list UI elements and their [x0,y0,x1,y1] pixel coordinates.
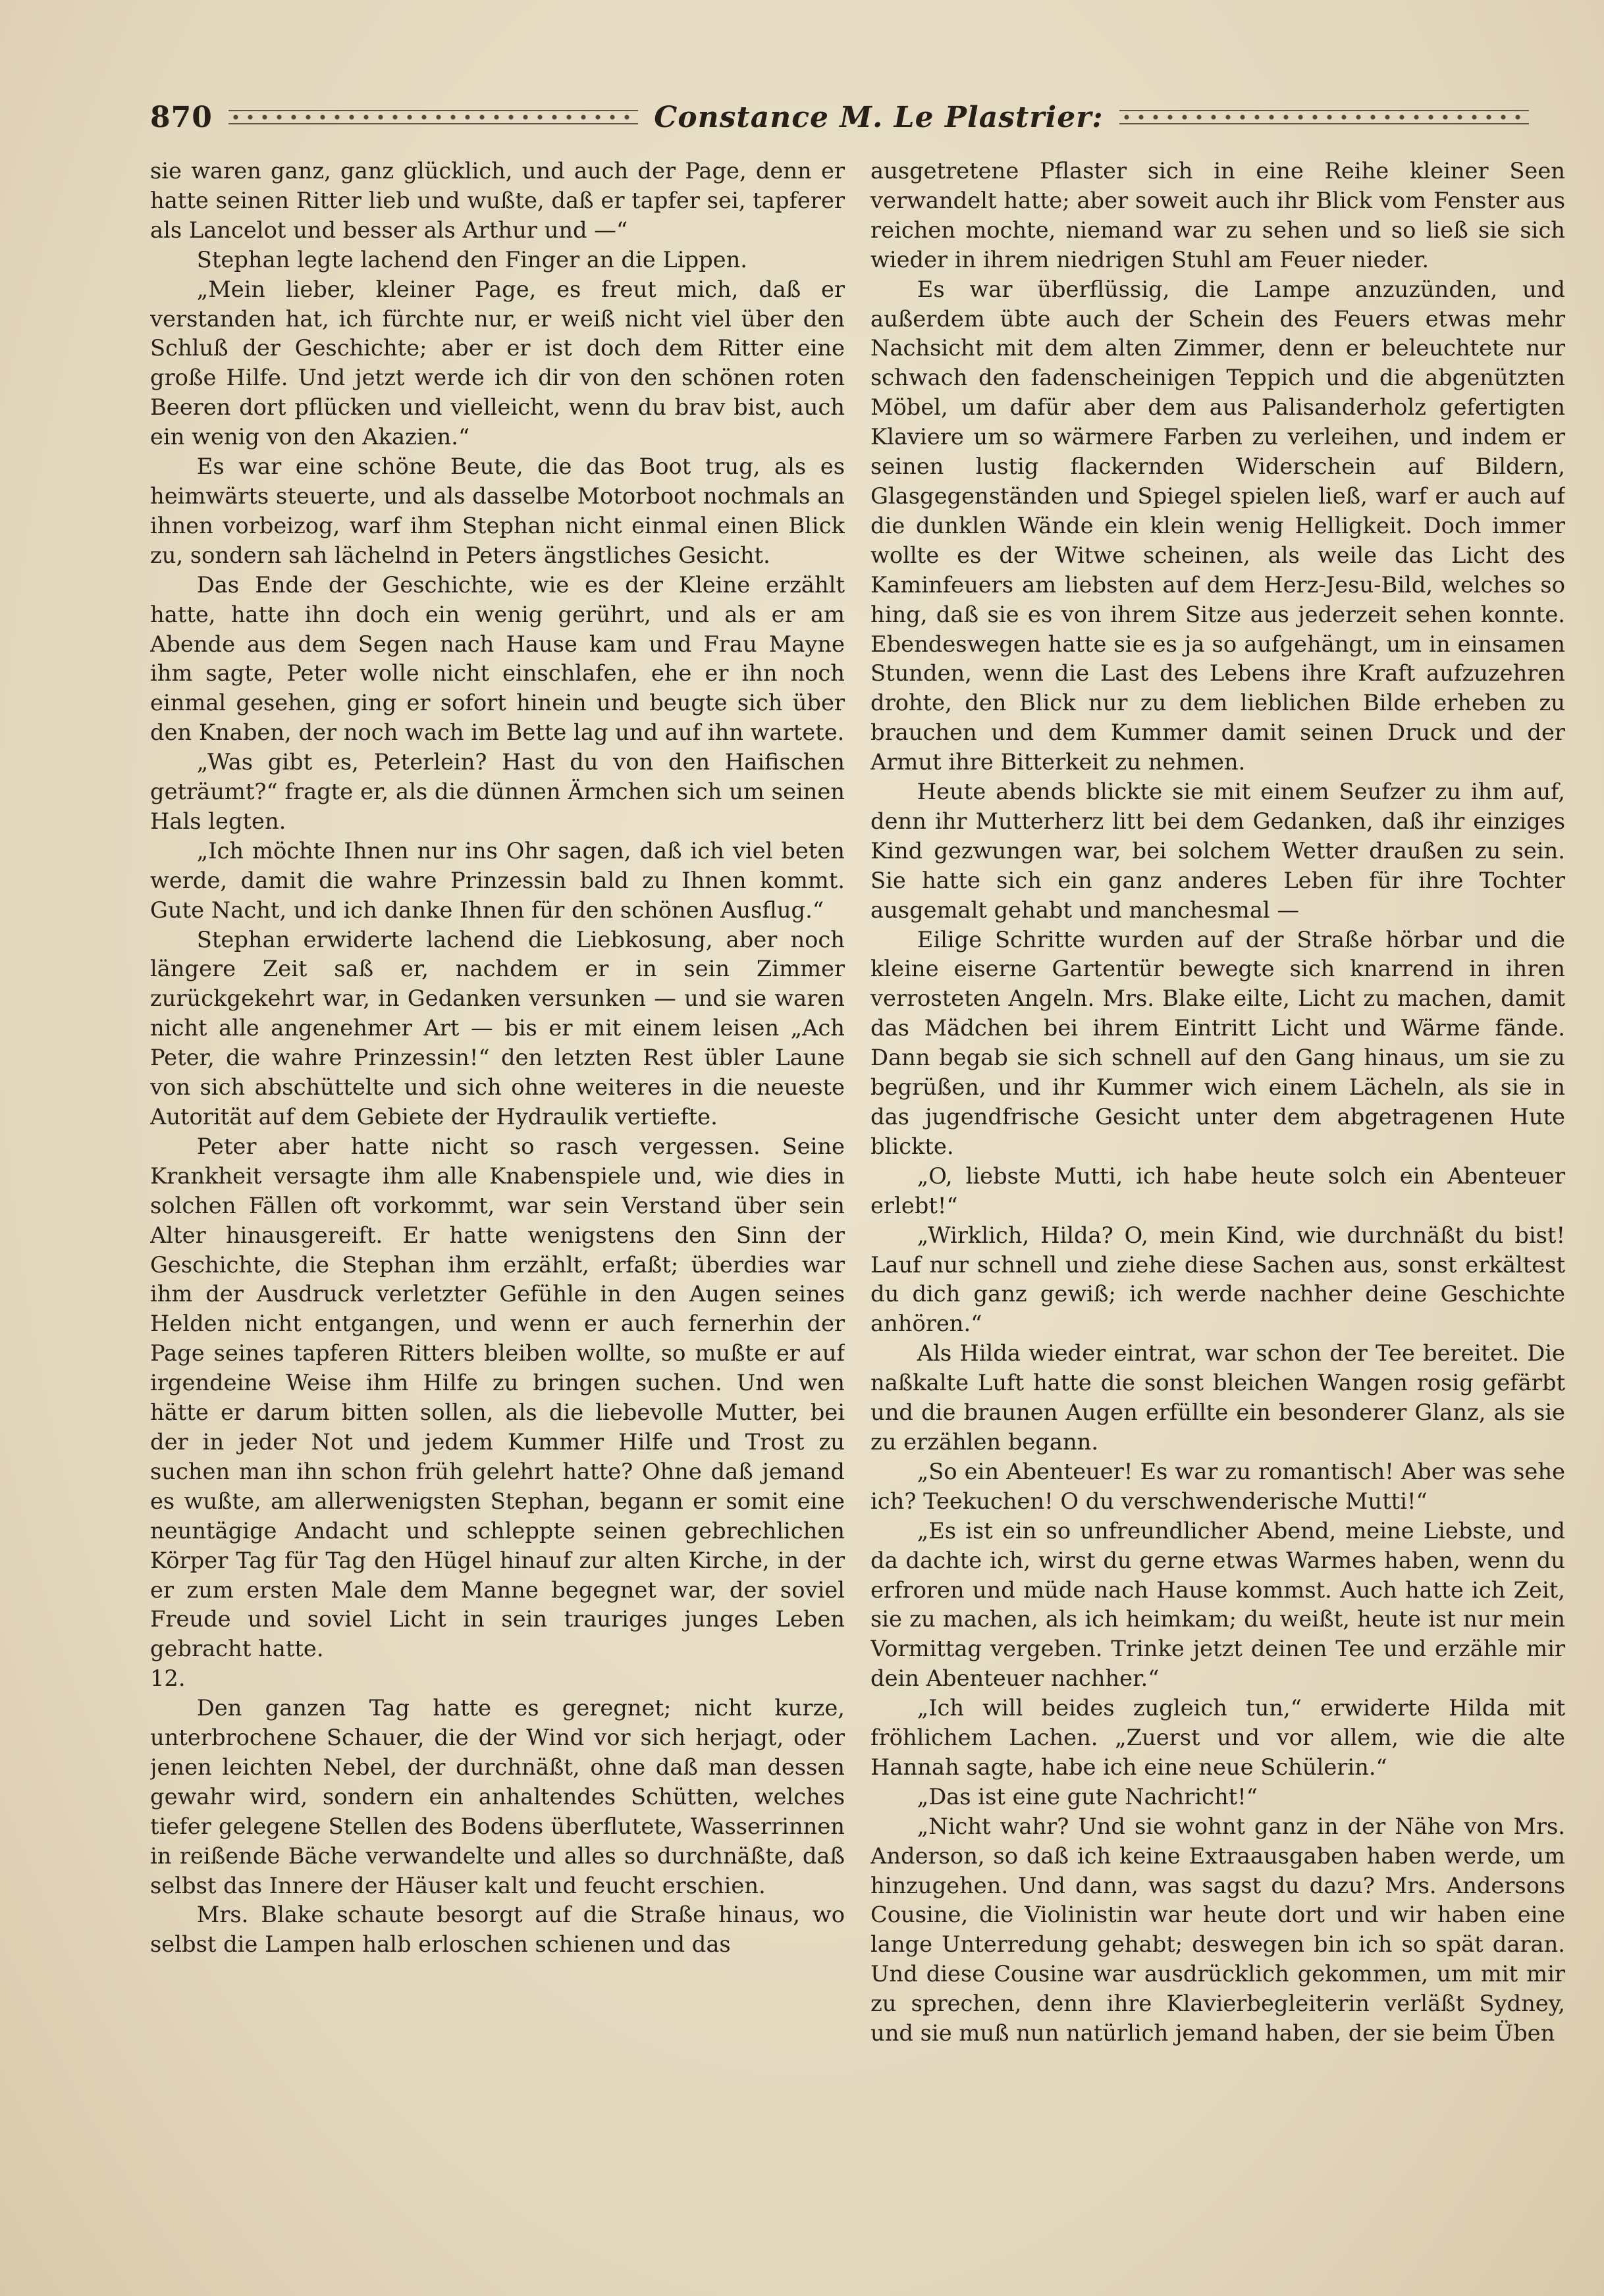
paragraph: „Das ist eine gute Nachricht!“ [917,1783,1258,1810]
paragraph: Mrs. Blake schaute besorgt auf die Straße hinaus, wo selbst die Lampen halb erloschen schienen und das [150,1902,845,1958]
running-title: Constance M. Le Plastrier: [654,100,1104,134]
right-column [870,157,1565,2217]
paragraph: „So ein Abenteuer! Es war zu romantisch! Aber was sehe ich? Teekuchen! O du verschwenderische Mutti!“ [870,1458,1565,1514]
paragraph: Peter aber hatte nicht so rasch vergessen. Seine Krankheit versagte ihm alle Knabenspiele und, wie dies in solchen Fällen oft vorkommt, war sein Verstand über sein Alter hinausgereift. Er hatte wenigstens den Sinn der Geschichte, die Stephan ihm erzählt, erfaßt; überdies war ihm der Ausdruck verletzter Gefühle in den Augen seines Helden nicht entgangen, und wenn er auch fernerhin der Page seines tapferen Ritters bleiben wollte, so mußte er auf irgendeine Weise ihm Hilfe zu bringen suchen. Und wen hätte er darum bitten sollen, als die liebevolle Mutter, bei der in jeder Not und jedem Kummer Hilfe und Trost zu suchen man ihn schon früh gelehrt hatte? Ohne daß jemand es wußte, am allerwenigsten Stephan, begann er somit eine neuntägige Andacht und schleppte seinen gebrechlichen Körper Tag für Tag den Hügel hinauf zur alten Kirche, in der er zum ersten Male dem Manne begegnet war, der soviel Freude und soviel Licht in sein trauriges junges Leben gebracht hatte. [150,1133,845,1662]
paragraph: Den ganzen Tag hatte es geregnet; nicht kurze, unterbrochene Schauer, die der Wind vor sich herjagt, oder jenen leichten Nebel, der durchnäßt, ohne daß man dessen gewahr wird, sondern ein anhaltendes Schütten, welches tiefer gelegene Stellen des Bodens überflutete, Wasserrinnen in reißende Bäche verwandelte und alles so durchnäßte, daß selbst das Innere der Häuser kalt und feucht erschien. [150,1695,845,1898]
paragraph: Das Ende der Geschichte, wie es der Kleine erzählt hatte, hatte ihn doch ein wenig gerührt, und als er am Abende aus dem Segen nach Hause kam und Frau Mayne ihm sagte, Peter wolle nicht einschlafen, ehe er ihn noch einmal gesehen, ging er sofort hinein und beugte sich über den Knaben, der noch wach im Bette lag und auf ihn wartete. [150,571,845,746]
paragraph: „Nicht wahr? Und sie wohnt ganz in der Nähe von Mrs. Anderson, so daß ich keine Extraausgaben haben werde, um hinzugehen. Und dann, was sagst du dazu? Mrs. Andersons Cousine, die Violinistin war heute dort und wir haben eine lange Unterredung gehabt; deswegen bin ich so spät daran. Und diese Cousine war ausdrücklich gekommen, um mit mir zu sprechen, denn ihre Klavierbegleiterin verläßt Sydney, und sie muß nun natürlich jemand haben, der sie beim Üben [870,1813,1565,2047]
ornament-rule-left [228,110,638,124]
paragraph: „Wirklich, Hilda? O, mein Kind, wie durchnäßt du bist! Lauf nur schnell und ziehe diese Sachen aus, sonst erkältest du dich ganz gewiß; ich werde nachher deine Geschichte anhören.“ [870,1222,1565,1337]
paragraph: Stephan legte lachend den Finger an die Lippen. [196,246,747,273]
page-number: 870 [150,100,213,134]
paragraph: „Mein lieber, kleiner Page, es freut mich, daß er verstanden hat, ich fürchte nur, er weiß nicht viel über den Schluß der Geschichte; aber er ist doch dem Ritter eine große Hilfe. Und jetzt werde ich dir von den schönen roten Beeren dort pflücken und vielleicht, wenn du brav bist, auch ein wenig von den Akazien.“ [150,276,845,450]
paragraph: sie waren ganz, ganz glücklich, und auch der Page, denn er hatte seinen Ritter lieb und wußte, daß er tapfer sei, tapferer als Lancelot und besser als Arthur und —“ [150,158,845,243]
ornament-rule-right [1119,110,1529,124]
paragraph: Es war überflüssig, die Lampe anzuzünden, und außerdem übte auch der Schein des Feuers etwas mehr Nachsicht mit dem alten Zimmer, denn er beleuchtete nur schwach den fadenscheinigen Teppich und die abgenützten Möbel, um dafür aber dem aus Palisanderholz gefertigten Klaviere um so wärmere Farben zu verleihen, und indem er seinen lustig flackernden Widerschein auf Bildern, Glasgegenständen und Spiegel spielen ließ, warf er auch auf die dunklen Wände ein klein wenig Helligkeit. Doch immer wollte es der Witwe scheinen, als weile das Licht des Kaminfeuers am liebsten auf dem Herz-Jesu-Bild, welches so hing, daß sie es von ihrem Sitze aus jederzeit sehen konnte. Ebendeswegen hatte sie es ja so aufgehängt, um in einsamen Stunden, wenn die Last des Lebens ihre Kraft aufzuzehren drohte, den Blick nur zu dem lieblichen Bilde erheben zu brauchen und dem Kummer damit seinen Druck und der Armut ihre Bitterkeit zu nehmen. [870,276,1565,775]
paragraph: Als Hilda wieder eintrat, war schon der Tee bereitet. Die naßkalte Luft hatte die sonst bleichen Wangen rosig gefärbt und die braunen Augen erfüllte ein besonderer Glanz, als sie zu erzählen begann. [870,1340,1565,1455]
paragraph: „O, liebste Mutti, ich habe heute solch ein Abenteuer erlebt!“ [870,1162,1565,1218]
paragraph: „Ich möchte Ihnen nur ins Ohr sagen, daß ich viel beten werde, damit die wahre Prinzessin bald zu Ihnen kommt. Gute Nacht, und ich danke Ihnen für den schönen Ausflug.“ [150,837,845,923]
left-column [150,157,845,2217]
paragraph: „Ich will beides zugleich tun,“ erwiderte Hilda mit fröhlichem Lachen. „Zuerst und vor allem, wie die alte Hannah sagte, habe ich eine neue Schülerin.“ [870,1695,1565,1780]
paragraph: Eilige Schritte wurden auf der Straße hörbar und die kleine eiserne Gartentür bewegte sich knarrend in ihren verrosteten Angeln. Mrs. Blake eilte, Licht zu machen, damit das Mädchen bei ihrem Eintritt Licht und Wärme fände. Dann begab sie sich schnell auf den Gang hinaus, um sie zu begrüßen, und ihr Kummer wich einem Lächeln, als sie in das jugendfrische Gesicht unter dem abgetragenen Hute blickte. [870,926,1565,1159]
paragraph: „Was gibt es, Peterlein? Hast du von den Haifischen geträumt?“ fragte er, als die dünnen Ärmchen sich um seinen Hals legten. [150,749,845,834]
paragraph: Stephan erwiderte lachend die Liebkosung, aber noch längere Zeit saß er, nachdem er in sein Zimmer zurückgekehrt war, in Gedanken versunken — und sie waren nicht alle angenehmer Art — bis er mit einem leisen „Ach Peter, die wahre Prinzessin!“ den letzten Rest übler Laune von sich abschüttelte und sich ohne weiteres in die neueste Autorität auf dem Gebiete der Hydraulik vertiefte. [150,926,845,1130]
paragraph: Es war eine schöne Beute, die das Boot trug, als es heimwärts steuerte, und als dasselbe Motorboot nochmals an ihnen vorbeizog, warf ihm Stephan nicht einmal einen Blick zu, sondern sah lächelnd in Peters ängstliches Gesicht. [150,454,845,568]
paragraph: ausgetretene Pflaster sich in eine Reihe kleiner Seen verwandelt hatte; aber soweit auch ihr Blick vom Fenster aus reichen mochte, niemand war zu sehen und so ließ sie sich wieder in ihrem niedrigen Stuhl am Feuer nieder. [870,158,1565,273]
paragraph: Heute abends blickte sie mit einem Seufzer zu ihm auf, denn ihr Mutterherz litt bei dem Gedanken, daß ihr einziges Kind gezwungen war, bei solchem Wetter draußen zu sein. Sie hatte sich ein ganz anderes Leben für ihre Tochter ausgemalt gehabt und manchesmal — [870,779,1565,923]
page-header [150,91,1545,144]
chapter-number: 12. [150,1665,186,1692]
paragraph: „Es ist ein so unfreundlicher Abend, meine Liebste, und da dachte ich, wirst du gerne etwas Warmes haben, wenn du erfroren und müde nach Hause kommst. Auch hatte ich Zeit, sie zu machen, als ich heimkam; du weißt, heute ist nur mein Vormittag vergeben. Trinke jetzt deinen Tee und erzähle mir dein Abenteuer nachher.“ [870,1517,1565,1692]
